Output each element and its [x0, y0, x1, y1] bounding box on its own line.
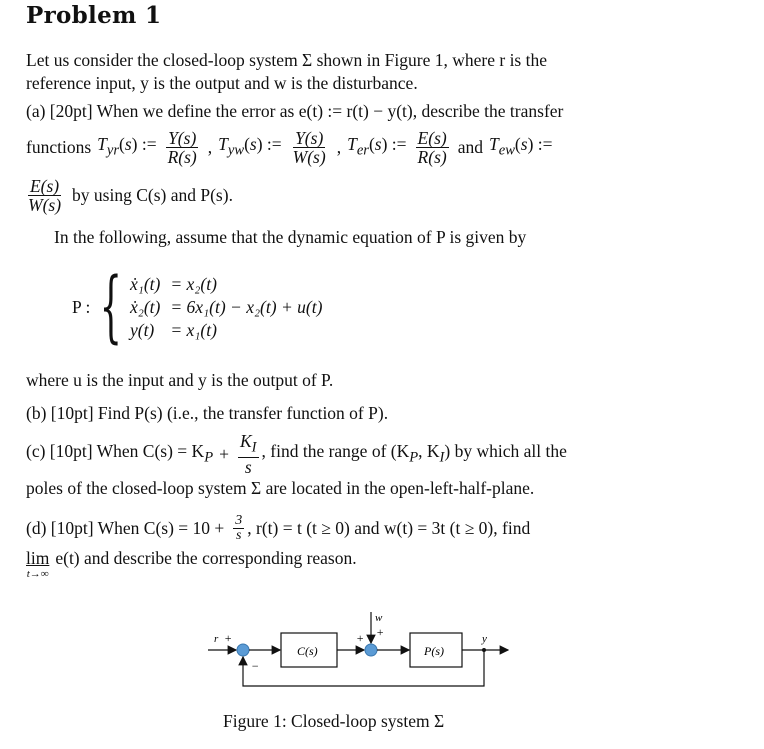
summing-node-1 — [237, 644, 249, 656]
part-a-functions-row: functions $T_{yr}(s)$ := $\frac{Y(s)}{R(s)}$ , $T_{yw}(s)$ := $\frac{Y(s)}{W(s)}$ , $T_{er}(s)$ := $\frac{E(s)}{R(s)}$ and $T_{ew}(s)$ := — [26, 127, 553, 167]
sum-plus-sign: + — [356, 631, 365, 645]
controller-label: C(s) — [297, 644, 318, 658]
equation-rhs: = x₁(t) — [170, 319, 217, 340]
feedback-minus-sign: − — [251, 659, 260, 673]
left-brace: { — [99, 262, 123, 352]
part-c-line-1: (c) [10pt] When $C(s) = K_P$ + $\frac{K_I}{s}$ , find the range of ($K_P$, $K_I$) by which all the — [26, 431, 567, 477]
intro-line-1: Let us consider the closed-loop system Σ shown in Figure 1, where r is the — [26, 50, 547, 70]
tew-fraction: $\frac{E(s)}{W(s)}$ — [28, 175, 62, 215]
equation-lhs: y(t) — [129, 319, 155, 340]
tew-def: $T_{ew}(s)$ := — [488, 134, 553, 159]
r-plus-sign: + — [224, 631, 233, 645]
figure-caption: Figure 1: Closed-loop system Σ — [223, 711, 445, 731]
part-d-line-2: lim t→∞ e(t) and describe the corresponding reason. — [26, 548, 357, 580]
part-b-text: (b) [10pt] Find P(s) (i.e., the transfer function of P). — [26, 403, 389, 423]
and-label: and — [457, 136, 483, 157]
equation-rhs: = 6x₁(t) − x₂(t) + u(t) — [170, 296, 323, 317]
intro-paragraph — [26, 49, 714, 95]
summing-node-2 — [365, 644, 377, 656]
tyr-fraction: $\frac{Y(s)}{R(s)}$ — [167, 127, 197, 167]
y-label: y — [482, 633, 487, 645]
system-label: P : — [72, 296, 91, 317]
block-diagram — [0, 600, 764, 710]
part-a-tail: by using C(s) and P(s). — [72, 184, 233, 205]
where-text: where u is the input and y is the output of P. — [26, 370, 334, 390]
problem-title: Problem 1 — [26, 2, 162, 29]
part-d-line-1: (d) [10pt] When C(s) = 10 + $\frac{3}{s}$ , r(t) = t (t ≥ 0) and w(t) = 3t (t ≥ 0), find — [26, 512, 531, 543]
state-equations — [72, 262, 323, 352]
equation-lhs: ẋ₁(t) — [129, 273, 161, 294]
ter-def: $T_{er}(s)$ := — [347, 134, 407, 159]
intro-line-2: reference input, y is the output and w is the disturbance. — [26, 73, 418, 93]
part-c-line-2: poles of the closed-loop system Σ are located in the open-left-half-plane. — [26, 478, 535, 498]
limit-operator: lim t→∞ — [26, 548, 50, 580]
tyr-def: $T_{yr}(s)$ := — [97, 134, 157, 159]
tyw-def: $T_{yw}(s)$ := — [218, 134, 282, 159]
w-label: w — [375, 612, 383, 624]
following-text: In the following, assume that the dynamic equation of P is given by — [54, 227, 527, 247]
r-label: r — [214, 633, 219, 645]
equation-rhs: = x₂(t) — [170, 273, 217, 294]
ki-fraction: $\frac{K_I}{s}$ — [239, 431, 257, 477]
plant-label: P(s) — [424, 644, 444, 658]
w-plus-sign: + — [376, 625, 385, 639]
ter-fraction: $\frac{E(s)}{R(s)}$ — [417, 127, 447, 167]
functions-label: functions — [26, 136, 92, 157]
equation-lhs: ẋ₂(t) — [129, 296, 161, 317]
part-a-line-1: (a) [20pt] When we define the error as e(t) := r(t) − y(t), describe the transfer — [26, 101, 564, 121]
part-d-fraction: $\frac{3}{s}$ — [235, 512, 243, 543]
equation-grid — [130, 274, 322, 341]
part-a-tail-row — [26, 172, 714, 218]
tyw-fraction: $\frac{Y(s)}{W(s)}$ — [292, 127, 326, 167]
